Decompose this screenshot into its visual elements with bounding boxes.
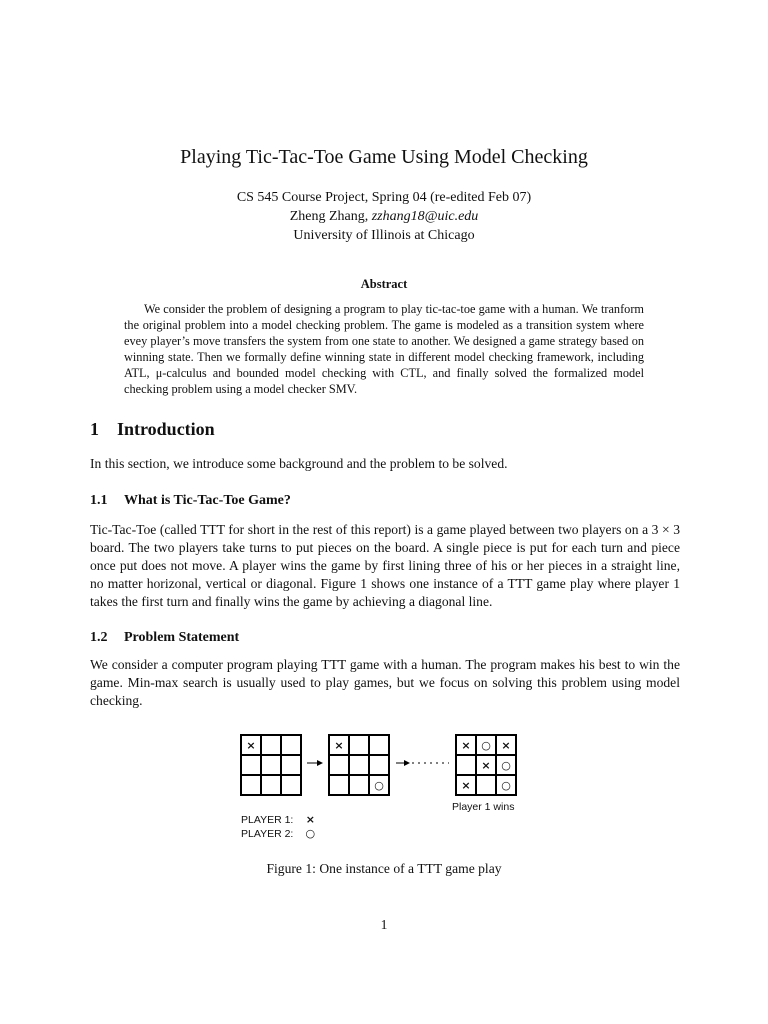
intro-paragraph: In this section, we introduce some background and the problem to be solved. [90,456,508,471]
board-cell [349,755,369,775]
board-cell [241,775,261,795]
board-cell [281,755,301,775]
problem-paragraph: We consider a computer program playing TTT game with a human. The program makes his best to win the game. Min-max search is usually used to play games, but we focus on solving this problem using model checking. [90,657,680,708]
game-board-2 [328,734,390,796]
board-cell [261,735,281,755]
legend-player-1 [241,813,317,827]
page-number: 1 [380,917,388,932]
abstract-text: We consider the problem of designing a program to play tic-tac-toe game with a human. We tranform the original problem into a model checking problem. The game is modeled as a transition system where evey player’s move transfers the system from one state to another. We designed a game strategy based on winning state. Then we formally define winning state in different model checking framework, including ATL, μ-calculus and bounded model checking with CTL, and finally solved the formalized model checking problem using a model checker SMV. [124,302,644,396]
board-cell [261,755,281,775]
board-cell: ○ [476,735,496,755]
board-cell [349,775,369,795]
board-cell: × [496,735,516,755]
game-board-final [455,734,517,796]
board-cell [261,775,281,795]
board-cell [281,735,301,755]
board-cell: × [456,735,476,755]
abstract-heading: Abstract [360,277,408,291]
board-cell: × [456,775,476,795]
author-email: zzhang18@uic.edu [371,209,479,224]
paper-title: Playing Tic-Tac-Toe Game Using Model Checking [180,146,588,168]
board-cell [369,755,389,775]
author-line [0,207,768,226]
author-name: Zheng Zhang, [289,209,372,224]
legend-label: PLAYER 2: [241,828,294,840]
figure-caption: Figure 1: One instance of a TTT game play [266,861,502,876]
board-cell [476,775,496,795]
x-mark-icon: × [305,813,315,826]
subsection-title: Problem Statement [124,630,240,645]
board-cell [329,755,349,775]
affiliation: University of Illinois at Chicago [293,228,475,243]
o-mark-icon: ○ [305,827,316,840]
arrow-icon [306,758,324,768]
board-cell [369,735,389,755]
dotted-arrow-icon [395,758,451,768]
board-cell [349,735,369,755]
board-cell: ○ [496,755,516,775]
subsection-number: 1.2 [90,630,108,645]
win-label: Player 1 wins [452,801,515,813]
board-cell [241,755,261,775]
board-cell: ○ [496,775,516,795]
legend-label: PLAYER 1: [241,814,294,826]
subsection-number: 1.1 [90,493,108,508]
board-cell [281,775,301,795]
ttt-paragraph: Tic-Tac-Toe (called TTT for short in the rest of this report) is a game played between two players on a 3 × 3 board. The two players take turns to put pieces on the board. A single piece is put for each turn and piece once put does not move. A player wins the game by first lining three of his or her pieces in a straight line, no matter horizonal, vertical or diagonal. Figure 1 shows one instance of a TTT game play where player 1 takes the first turn and finally wins the game by achieving a diagonal line. [90,522,680,609]
subsection-title: What is Tic-Tac-Toe Game? [124,493,291,508]
board-cell: × [476,755,496,775]
board-cell: × [241,735,261,755]
subsection-heading-1-2 [90,630,239,646]
author-block [0,188,768,245]
board-cell [329,775,349,795]
section-number: 1 [90,419,99,439]
section-title: Introduction [117,419,215,439]
board-cell: ○ [369,775,389,795]
legend-player-2 [241,827,317,841]
board-cell: × [329,735,349,755]
board-cell [456,755,476,775]
subsection-heading-1-1 [90,493,291,509]
section-heading [90,419,215,440]
course-line: CS 545 Course Project, Spring 04 (re-edited Feb 07) [236,190,532,205]
game-board-1 [240,734,302,796]
